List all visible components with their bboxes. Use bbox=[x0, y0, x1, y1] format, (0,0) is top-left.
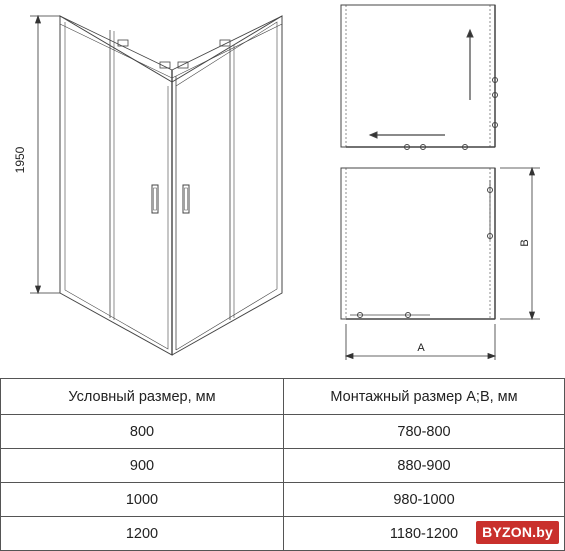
table-cell: 800 bbox=[1, 415, 284, 449]
dimension-a-label: A bbox=[417, 342, 425, 354]
table-cell: 1180-1200 bbox=[284, 517, 565, 551]
column-header: Условный размер, мм bbox=[1, 379, 284, 415]
table-cell: 1200 bbox=[1, 517, 284, 551]
table-cell: 880-900 bbox=[284, 449, 565, 483]
plan-view-top bbox=[341, 5, 498, 150]
plan-view-bottom bbox=[341, 168, 495, 319]
right-door-handle bbox=[183, 185, 189, 213]
table-cell: 1000 bbox=[1, 483, 284, 517]
watermark-text: BYZON.by bbox=[482, 524, 553, 540]
table-cell: 900 bbox=[1, 449, 284, 483]
table-cell: 980-1000 bbox=[284, 483, 565, 517]
shower-enclosure bbox=[60, 16, 282, 355]
table-row bbox=[1, 415, 565, 449]
height-label: 1950 bbox=[13, 146, 27, 174]
column-header: Монтажный размер A;B, мм bbox=[284, 379, 565, 415]
left-door-handle bbox=[152, 185, 158, 213]
table-row bbox=[1, 449, 565, 483]
table-row bbox=[1, 483, 565, 517]
table-cell: 780-800 bbox=[284, 415, 565, 449]
height-dimension bbox=[30, 16, 60, 293]
watermark-badge bbox=[476, 521, 559, 544]
dimension-b-label: B bbox=[519, 239, 531, 247]
table-header-row bbox=[1, 379, 565, 415]
